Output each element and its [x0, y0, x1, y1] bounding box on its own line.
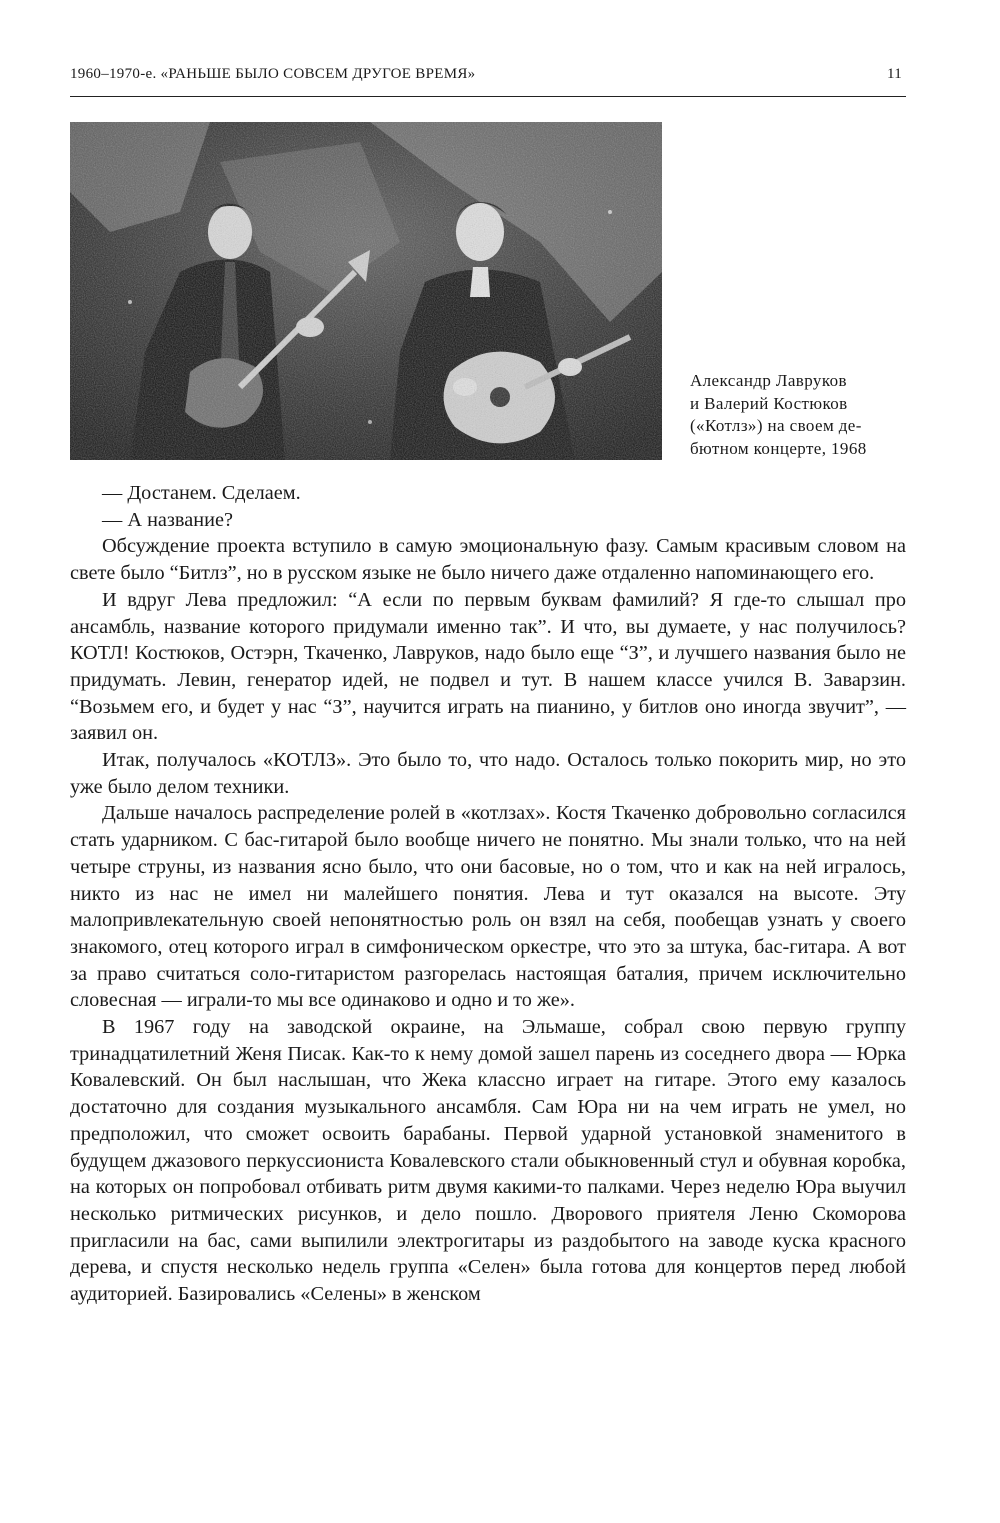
paragraph: В 1967 году на заводской окраине, на Эльмаше, собрал свою первую группу тринадцатилетний Женя Писак. Как-то к нему домой зашел парень из соседнего двора — Юрка Ковалевский. Он был наслышан, что Жека классно играет на гитаре. Этого ему казалось достаточно для создания музыкального ансамбля. Сам Юра ни на чем играть не умел, но предположил, что сможет освоить барабаны. Первой ударной установкой знаменитого в будущем джазового перкуссиониста Ковалевского стали обыкновенный стул и обувная коробка, на которых он попробовал отбивать ритм двумя какими-то палками. Через неделю Юра выучил несколько ритмических рисунков, и дело пошло. Дворового приятеля Леню Скоморова пригласили на бас, сами выпилили электрогитары из раздобытого на заводе куска красного дерева, и спустя несколько недель группа «Селен» была готова для концертов перед любой аудиторией. Базировались «Селены» в женском — [70, 1016, 906, 1306]
photo-illustration — [70, 122, 662, 460]
body-text — [70, 480, 906, 1308]
photo-caption — [690, 370, 910, 460]
running-head — [70, 66, 906, 90]
paragraph: Итак, получалось «КОТЛЗ». Это было то, что надо. Осталось только покорить мир, но это уже было делом техники. — [70, 749, 906, 798]
running-title: 1960–1970-е. «РАНЬШЕ БЫЛО СОВСЕМ ДРУГОЕ ВРЕМЯ» — [70, 66, 476, 82]
dialogue-line: — А название? — [102, 508, 233, 531]
caption-line: Александр Лавруков — [690, 371, 847, 390]
dialogue-line: — Достанем. Сделаем. — [102, 482, 301, 504]
page-number: 11 — [886, 66, 902, 82]
caption-line: («Котлз») на своем де- — [690, 416, 862, 435]
paragraph: Обсуждение проекта вступило в самую эмоциональную фазу. Самым красивым словом на свете было “Битлз”, но в русском языке не было ничего даже отдаленно напоминающего его. — [70, 535, 906, 585]
paragraph: И вдруг Лева предложил: “А если по первым буквам фамилий? Я где-то слышал про ансамбль, название которого придумали именно так”. И что, вы думаете, у нас получилось? КОТЛ! Костюков, Остэрн, Ткаченко, Лавруков, надо было еще “З”, и лучшего названия было не придумать. Левин, генератор идей, не подвел и тут. В нашем классе учился В. Заварзин. “Возьмем его, и будет у нас “З”, научится играть на пианино, у битлов оно иногда звучит”, — заявил он. — [70, 588, 906, 745]
paragraph: Дальше началось распределение ролей в «котлзах». Костя Ткаченко добровольно согласился стать ударником. С бас-гитарой было вообще ничего не понятно. Мы знали только, что на ней четыре струны, из названия ясно было, что они басовые, но о том, что и как на ней игралось, никто из нас не имел ни малейшего понятия. Лева и тут оказался на высоте. Эту малопривлекательную своей непонятностью роль он взял на себя, пообещав узнать у своего знакомого, отец которого играл в симфоническом оркестре, что это за штука, бас-гитара. А вот за право считаться соло-гитаристом разгорелась настоящая баталия, причем исключительно словесная — играли-то мы все одинаково и одно и то же». — [70, 802, 906, 1012]
header-rule — [70, 96, 906, 97]
caption-line: бютном концерте, 1968 — [690, 438, 867, 458]
concert-photo — [70, 122, 662, 460]
caption-line: и Валерий Костюков — [690, 393, 848, 413]
